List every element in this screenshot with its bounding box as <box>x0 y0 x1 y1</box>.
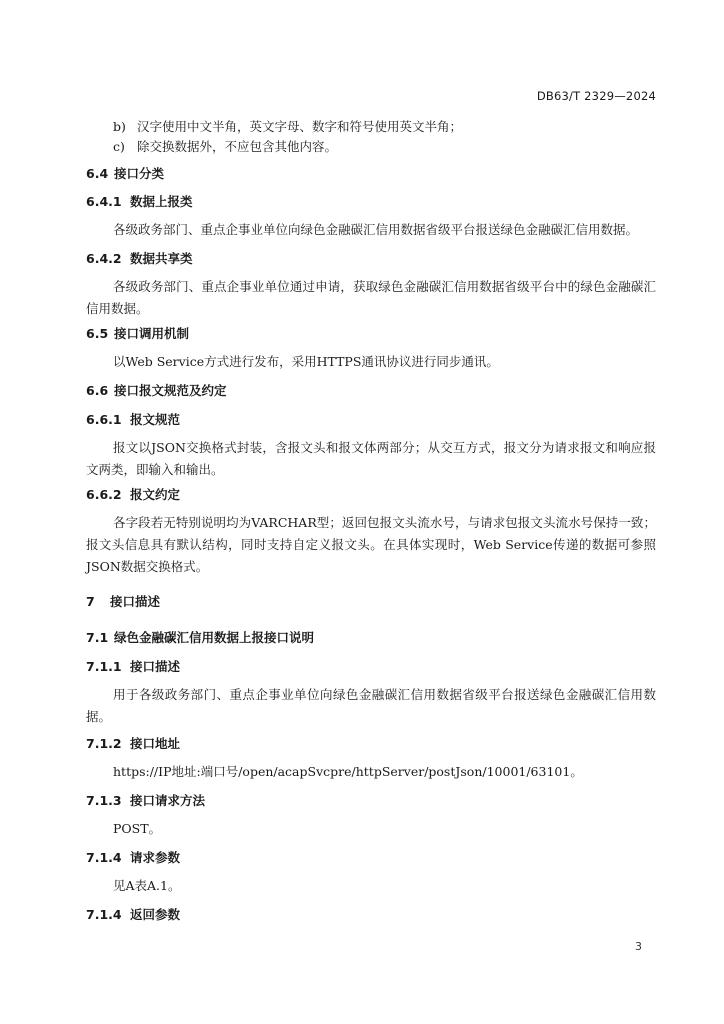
section-number: 6.4.2 <box>86 251 122 266</box>
section-number: 7.1.4 <box>86 907 122 922</box>
paragraph-7-1-3: POST。 <box>113 821 162 836</box>
section-title: 接口分类 <box>114 166 165 181</box>
section-title: 返回参数 <box>130 907 181 922</box>
section-number: 7.1.4 <box>86 850 122 865</box>
section-heading-6-6 <box>86 380 656 402</box>
section-heading-7-1-4-request <box>86 847 656 869</box>
section-title: 请求参数 <box>130 850 181 865</box>
section-number: 7.1.2 <box>86 736 122 751</box>
section-title: 报文规范 <box>130 412 181 427</box>
section-number: 7.1 <box>86 630 109 645</box>
page-number: 3 <box>635 940 642 953</box>
section-title: 报文约定 <box>130 487 181 502</box>
section-number: 6.5 <box>86 326 109 341</box>
section-number: 6.6 <box>86 383 109 398</box>
section-heading-6-4-2 <box>86 248 656 270</box>
paragraph-6-5: 以Web Service方式进行发布，采用HTTPS通讯协议进行同步通讯。 <box>113 354 499 369</box>
section-title: 接口描述 <box>130 659 181 674</box>
section-number: 6.4.1 <box>86 194 122 209</box>
list-marker: b) <box>113 119 126 134</box>
section-title: 数据上报类 <box>130 194 193 209</box>
list-item-text: 除交换数据外，不应包含其他内容。 <box>137 139 338 154</box>
paragraph-7-1-2: https://IP地址:端口号/open/acapSvcpre/httpServer/postJson/10001/63101。 <box>113 764 583 779</box>
paragraph-7-1-1: 用于各级政务部门、重点企事业单位向绿色金融碳汇信用数据省级平台报送绿色金融碳汇信用数据。 <box>86 687 656 724</box>
section-heading-7-1-4-response <box>86 904 656 926</box>
paragraph-7-1-4-request: 见A表A.1。 <box>113 878 181 893</box>
section-number: 7.1.1 <box>86 659 122 674</box>
section-number: 7.1.3 <box>86 793 122 808</box>
section-title: 绿色金融碳汇信用数据上报接口说明 <box>114 630 315 645</box>
list-item-b <box>113 116 683 138</box>
paragraph-6-6-1: 报文以JSON交换格式封装，含报文头和报文体两部分；从交互方式，报文分为请求报文和响应报文两类，即输入和输出。 <box>86 440 656 477</box>
section-number: 6.6.2 <box>86 487 122 502</box>
section-heading-6-4-1 <box>86 191 656 213</box>
section-number: 7 <box>86 594 95 609</box>
section-heading-7 <box>86 591 656 613</box>
list-item-c <box>113 136 683 158</box>
paragraph-6-4-1: 各级政务部门、重点企事业单位向绿色金融碳汇信用数据省级平台报送绿色金融碳汇信用数据。 <box>113 222 639 237</box>
paragraph-6-4-2: 各级政务部门、重点企事业单位通过申请，获取绿色金融碳汇信用数据省级平台中的绿色金融碳汇信用数据。 <box>86 279 656 316</box>
list-item-text: 汉字使用中文半角，英文字母、数字和符号使用英文半角； <box>137 119 463 134</box>
section-title: 接口请求方法 <box>130 793 206 808</box>
section-heading-7-1-3 <box>86 790 656 812</box>
section-heading-6-6-2 <box>86 484 656 506</box>
section-heading-6-6-1 <box>86 409 656 431</box>
section-heading-7-1 <box>86 627 656 649</box>
section-heading-6-5 <box>86 323 656 345</box>
section-title: 接口地址 <box>130 736 181 751</box>
paragraph-6-6-2: 各字段若无特别说明均为VARCHAR型；返回包报文头流水号，与请求包报文头流水号保持一致；报文头信息具有默认结构，同时支持自定义报文头。在具体实现时，Web Service传递的数据可参照JSON数据交换格式。 <box>86 515 656 574</box>
section-title: 接口描述 <box>110 594 161 609</box>
section-heading-6-4 <box>86 163 656 185</box>
section-heading-7-1-1 <box>86 656 656 678</box>
section-title: 数据共享类 <box>130 251 193 266</box>
section-number: 6.4 <box>86 166 109 181</box>
list-marker: c) <box>113 139 125 154</box>
section-heading-7-1-2 <box>86 733 656 755</box>
section-title: 接口调用机制 <box>114 326 190 341</box>
section-title: 接口报文规范及约定 <box>114 383 227 398</box>
section-number: 6.6.1 <box>86 412 122 427</box>
standard-code: DB63/T 2329—2024 <box>536 89 656 103</box>
